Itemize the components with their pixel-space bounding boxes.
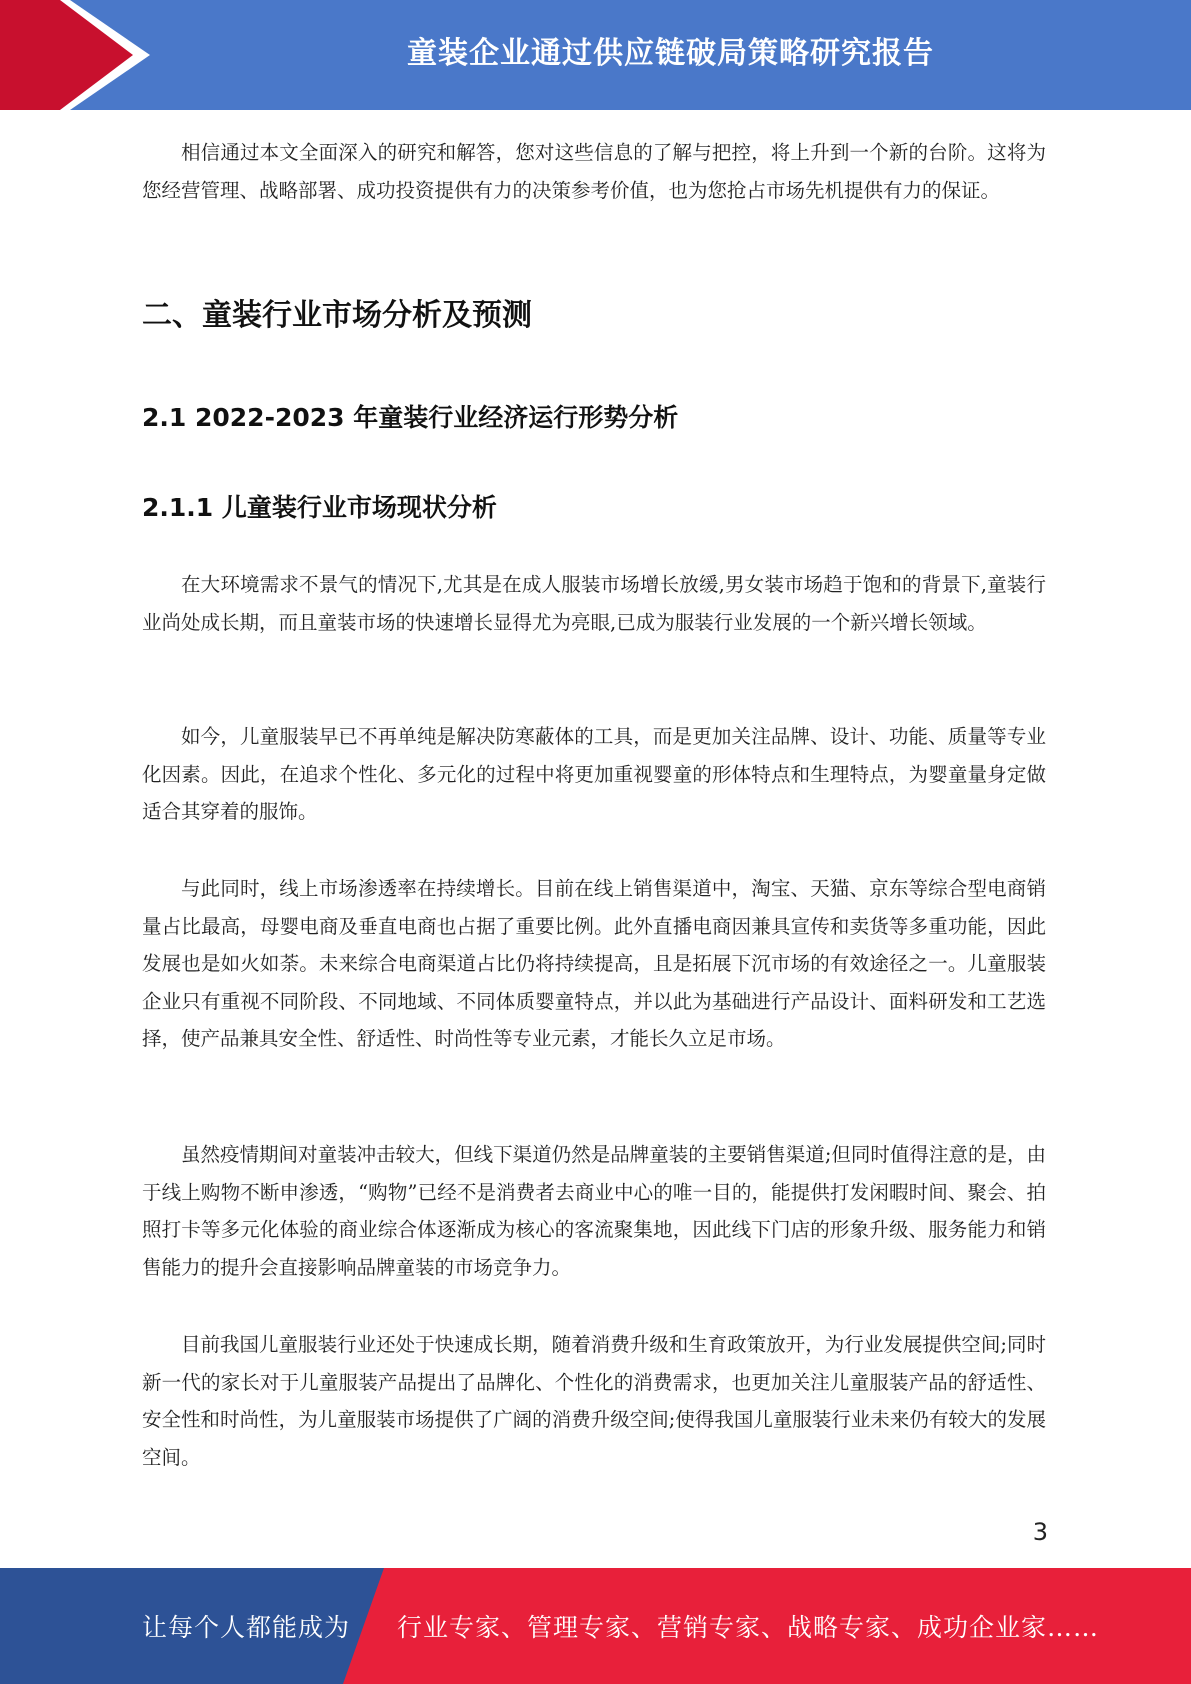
subsection-heading: 2.1 2022-2023 年童装行业经济运行形势分析: [142, 403, 679, 432]
body-paragraph-4: 虽然疫情期间对童装冲击较大，但线下渠道仍然是品牌童装的主要销售渠道;但同时值得注意的是，由于线上购物不断申渗透，“购物”已经不是消费者去商业中心的唯一目的，能提供打发闲暇时间、聚会、拍照打卡等多元化体验的商业综合体逐渐成为核心的客流聚集地，因此线下门店的形象升级、服务能力和销售能力的提升会直接影响品牌童装的市场竞争力。: [142, 1143, 1046, 1279]
section-heading: 二、童装行业市场分析及预测: [142, 298, 532, 333]
footer-banner: [0, 1568, 1191, 1684]
header-bar: [0, 0, 1191, 110]
body-paragraph-3: 与此同时，线上市场渗透率在持续增长。目前在线上销售渠道中，淘宝、天猫、京东等综合型电商销量占比最高，母婴电商及垂直电商也占据了重要比例。此外直播电商因兼具宣传和卖货等多重功能，因此发展也是如火如荼。未来综合电商渠道占比仍将持续提高，且是拓展下沉市场的有效途径之一。儿童服装企业只有重视不同阶段、不同地域、不同体质婴童特点，并以此为基础进行产品设计、面料研发和工艺选择，使产品兼具安全性、舒适性、时尚性等专业元素，才能长久立足市场。: [142, 877, 1046, 1050]
footer-slogan-right: 行业专家、管理专家、营销专家、战略专家、成功企业家……: [397, 1613, 1100, 1642]
footer-slogan-left: 让每个人都能成为: [142, 1613, 351, 1642]
body-paragraph-2: 如今，儿童服装早已不再单纯是解决防寒蔽体的工具，而是更加关注品牌、设计、功能、质量等专业化因素。因此，在追求个性化、多元化的过程中将更加重视婴童的形体特点和生理特点，为婴童量身定做适合其穿着的服饰。: [142, 725, 1046, 823]
subsubsection-heading: 2.1.1 儿童装行业市场现状分析: [142, 493, 497, 522]
page-number: 3: [1032, 1518, 1048, 1546]
header-chevron-logo: [0, 0, 160, 110]
report-title: 童装企业通过供应链破局策略研究报告: [407, 36, 934, 71]
intro-paragraph: 相信通过本文全面深入的研究和解答，您对这些信息的了解与把控，将上升到一个新的台阶。这将为您经营管理、战略部署、成功投资提供有力的决策参考价值，也为您抢占市场先机提供有力的保证。: [142, 141, 1046, 202]
body-paragraph-1: 在大环境需求不景气的情况下,尤其是在成人服装市场增长放缓,男女装市场趋于饱和的背景下,童装行业尚处成长期，而且童装市场的快速增长显得尤为亮眼,已成为服装行业发展的一个新兴增长领域。: [142, 573, 1046, 634]
body-paragraph-5: 目前我国儿童服装行业还处于快速成长期，随着消费升级和生育政策放开，为行业发展提供空间;同时新一代的家长对于儿童服装产品提出了品牌化、个性化的消费需求，也更加关注儿童服装产品的舒适性、安全性和时尚性，为儿童服装市场提供了广阔的消费升级空间;使得我国儿童服装行业未来仍有较大的发展空间。: [142, 1333, 1046, 1469]
